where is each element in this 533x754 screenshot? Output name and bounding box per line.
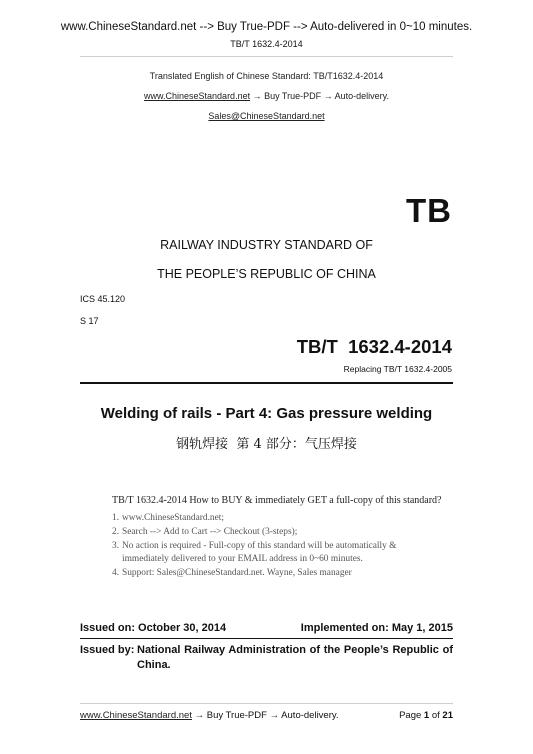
dates-row <box>80 622 453 634</box>
translated-note: Translated English of Chinese Standard: TB/T1632.4-2014 <box>149 71 384 81</box>
purchase-steps <box>112 512 396 581</box>
document-title-cn: 钢轨焊接 第 4 部分：气压焊接 <box>176 437 357 452</box>
footer-divider <box>80 703 453 704</box>
email-line <box>0 111 533 121</box>
purchase-step: immediately delivered to your EMAIL address in 0~60 minutes. <box>122 554 363 565</box>
header-banner: www.ChineseStandard.net --> Buy True-PDF --> Auto-delivered in 0~10 minutes. <box>60 21 473 33</box>
standard-number: TB/T 1632.4-2014 <box>296 336 452 357</box>
email-link[interactable]: Sales@ChineseStandard.net <box>208 111 325 121</box>
purchase-step: 1. www.ChineseStandard.net; <box>112 513 224 523</box>
ics-code: ICS 45.120 <box>80 294 126 304</box>
footer <box>80 710 453 721</box>
issued-by-label: Issued by: <box>80 644 135 656</box>
footer-site-link[interactable]: www.ChineseStandard.net <box>80 710 192 721</box>
page-indicator: Page 1 of 21 <box>399 710 453 721</box>
purchase-step: 4. Support: Sales@ChineseStandard.net. Wayne, Sales manager <box>112 568 352 579</box>
intro-link-line <box>0 91 533 101</box>
intro-link-tail: → Buy True-PDF → Auto-delivery. <box>250 91 389 101</box>
standard-title-line1: RAILWAY INDUSTRY STANDARD OF <box>160 238 373 252</box>
replacing-note: Replacing TB/T 1632.4-2005 <box>343 364 452 374</box>
header-divider <box>80 56 453 57</box>
issued-by <box>80 643 453 671</box>
tb-logo: TB <box>406 192 452 229</box>
implemented-on: Implemented on: May 1, 2015 <box>300 622 453 634</box>
document-title-en: Welding of rails - Part 4: Gas pressure welding <box>100 405 433 422</box>
dates-divider <box>80 638 453 639</box>
issued-by-value: National Railway Administration of the People’s Republic of China. <box>137 644 453 671</box>
footer-link-line: www.ChineseStandard.net → Buy True-PDF → Auto-delivery. <box>80 710 339 721</box>
issued-on: Issued on: October 30, 2014 <box>80 622 227 634</box>
header-standard-number: TB/T 1632.4-2014 <box>230 39 303 49</box>
purchase-step: 3. No action is required - Full-copy of this standard will be automatically & <box>112 540 397 551</box>
title-divider <box>80 382 453 384</box>
s-code: S 17 <box>80 316 99 326</box>
standard-title-line2: THE PEOPLE’S REPUBLIC OF CHINA <box>157 267 376 281</box>
site-link[interactable]: www.ChineseStandard.net <box>144 91 251 101</box>
purchase-heading: TB/T 1632.4-2014 How to BUY & immediately GET a full-copy of this standard? <box>112 495 442 506</box>
purchase-step: 2. Search --> Add to Cart --> Checkout (3-steps); <box>112 526 298 537</box>
